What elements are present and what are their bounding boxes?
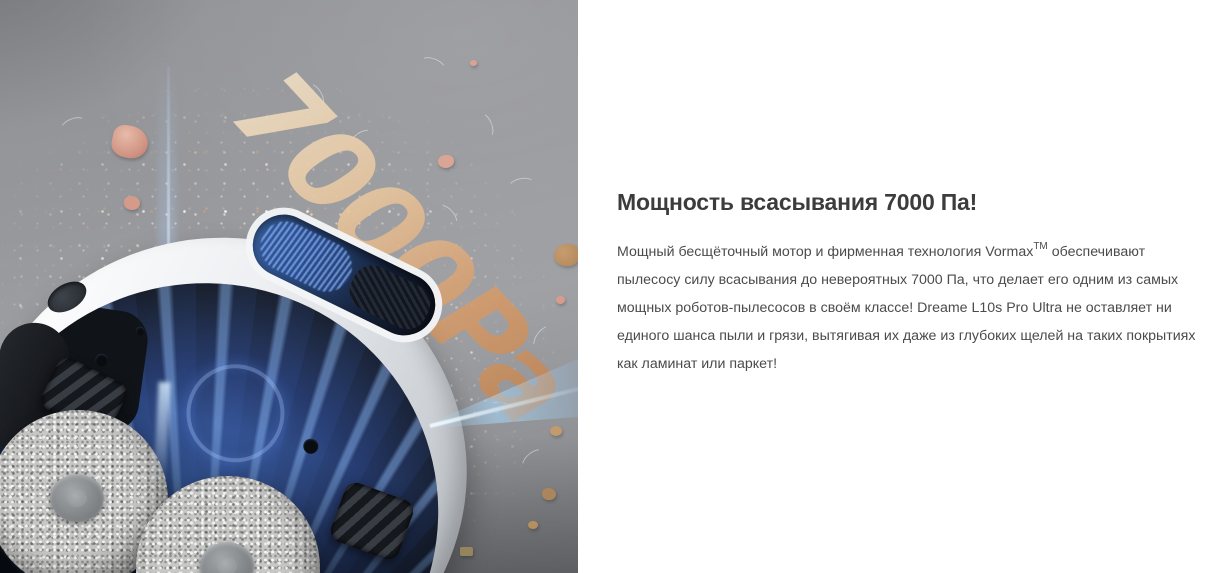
debris-particle xyxy=(542,488,556,500)
debris-particle xyxy=(556,296,565,304)
paragraph-text-after-trademark: обеспечивают пылесосу силу всасывания до невероятных 7000 Па, что делает его одним из самых мощных роботов-пылесосов в своём классе! Dreame L10s Pro Ultra не оставляет ни единого шанса пыли и грязи, вытягивая их даже из глубоких щелей на таких покрытиях как ламинат или паркет! xyxy=(617,244,1196,372)
debris-particle xyxy=(528,521,538,529)
mop-hub xyxy=(50,474,104,522)
section-heading: Мощность всасывания 7000 Па! xyxy=(617,189,978,215)
paragraph-text-before-trademark: Мощный бесщёточный мотор и фирменная технология Vormax xyxy=(617,244,1034,260)
product-image xyxy=(0,0,578,573)
mop-hub xyxy=(200,542,254,573)
debris-particle xyxy=(550,426,562,436)
debris-particle xyxy=(470,60,477,66)
debris-particle xyxy=(460,547,473,556)
mop-hub-center xyxy=(67,489,87,507)
product-description-panel xyxy=(578,0,1205,573)
trademark-superscript: TM xyxy=(1033,241,1048,253)
mop-hub-center xyxy=(217,557,237,573)
debris-particle xyxy=(554,244,578,266)
section-paragraph xyxy=(617,238,1197,378)
debris-particle xyxy=(124,196,140,210)
